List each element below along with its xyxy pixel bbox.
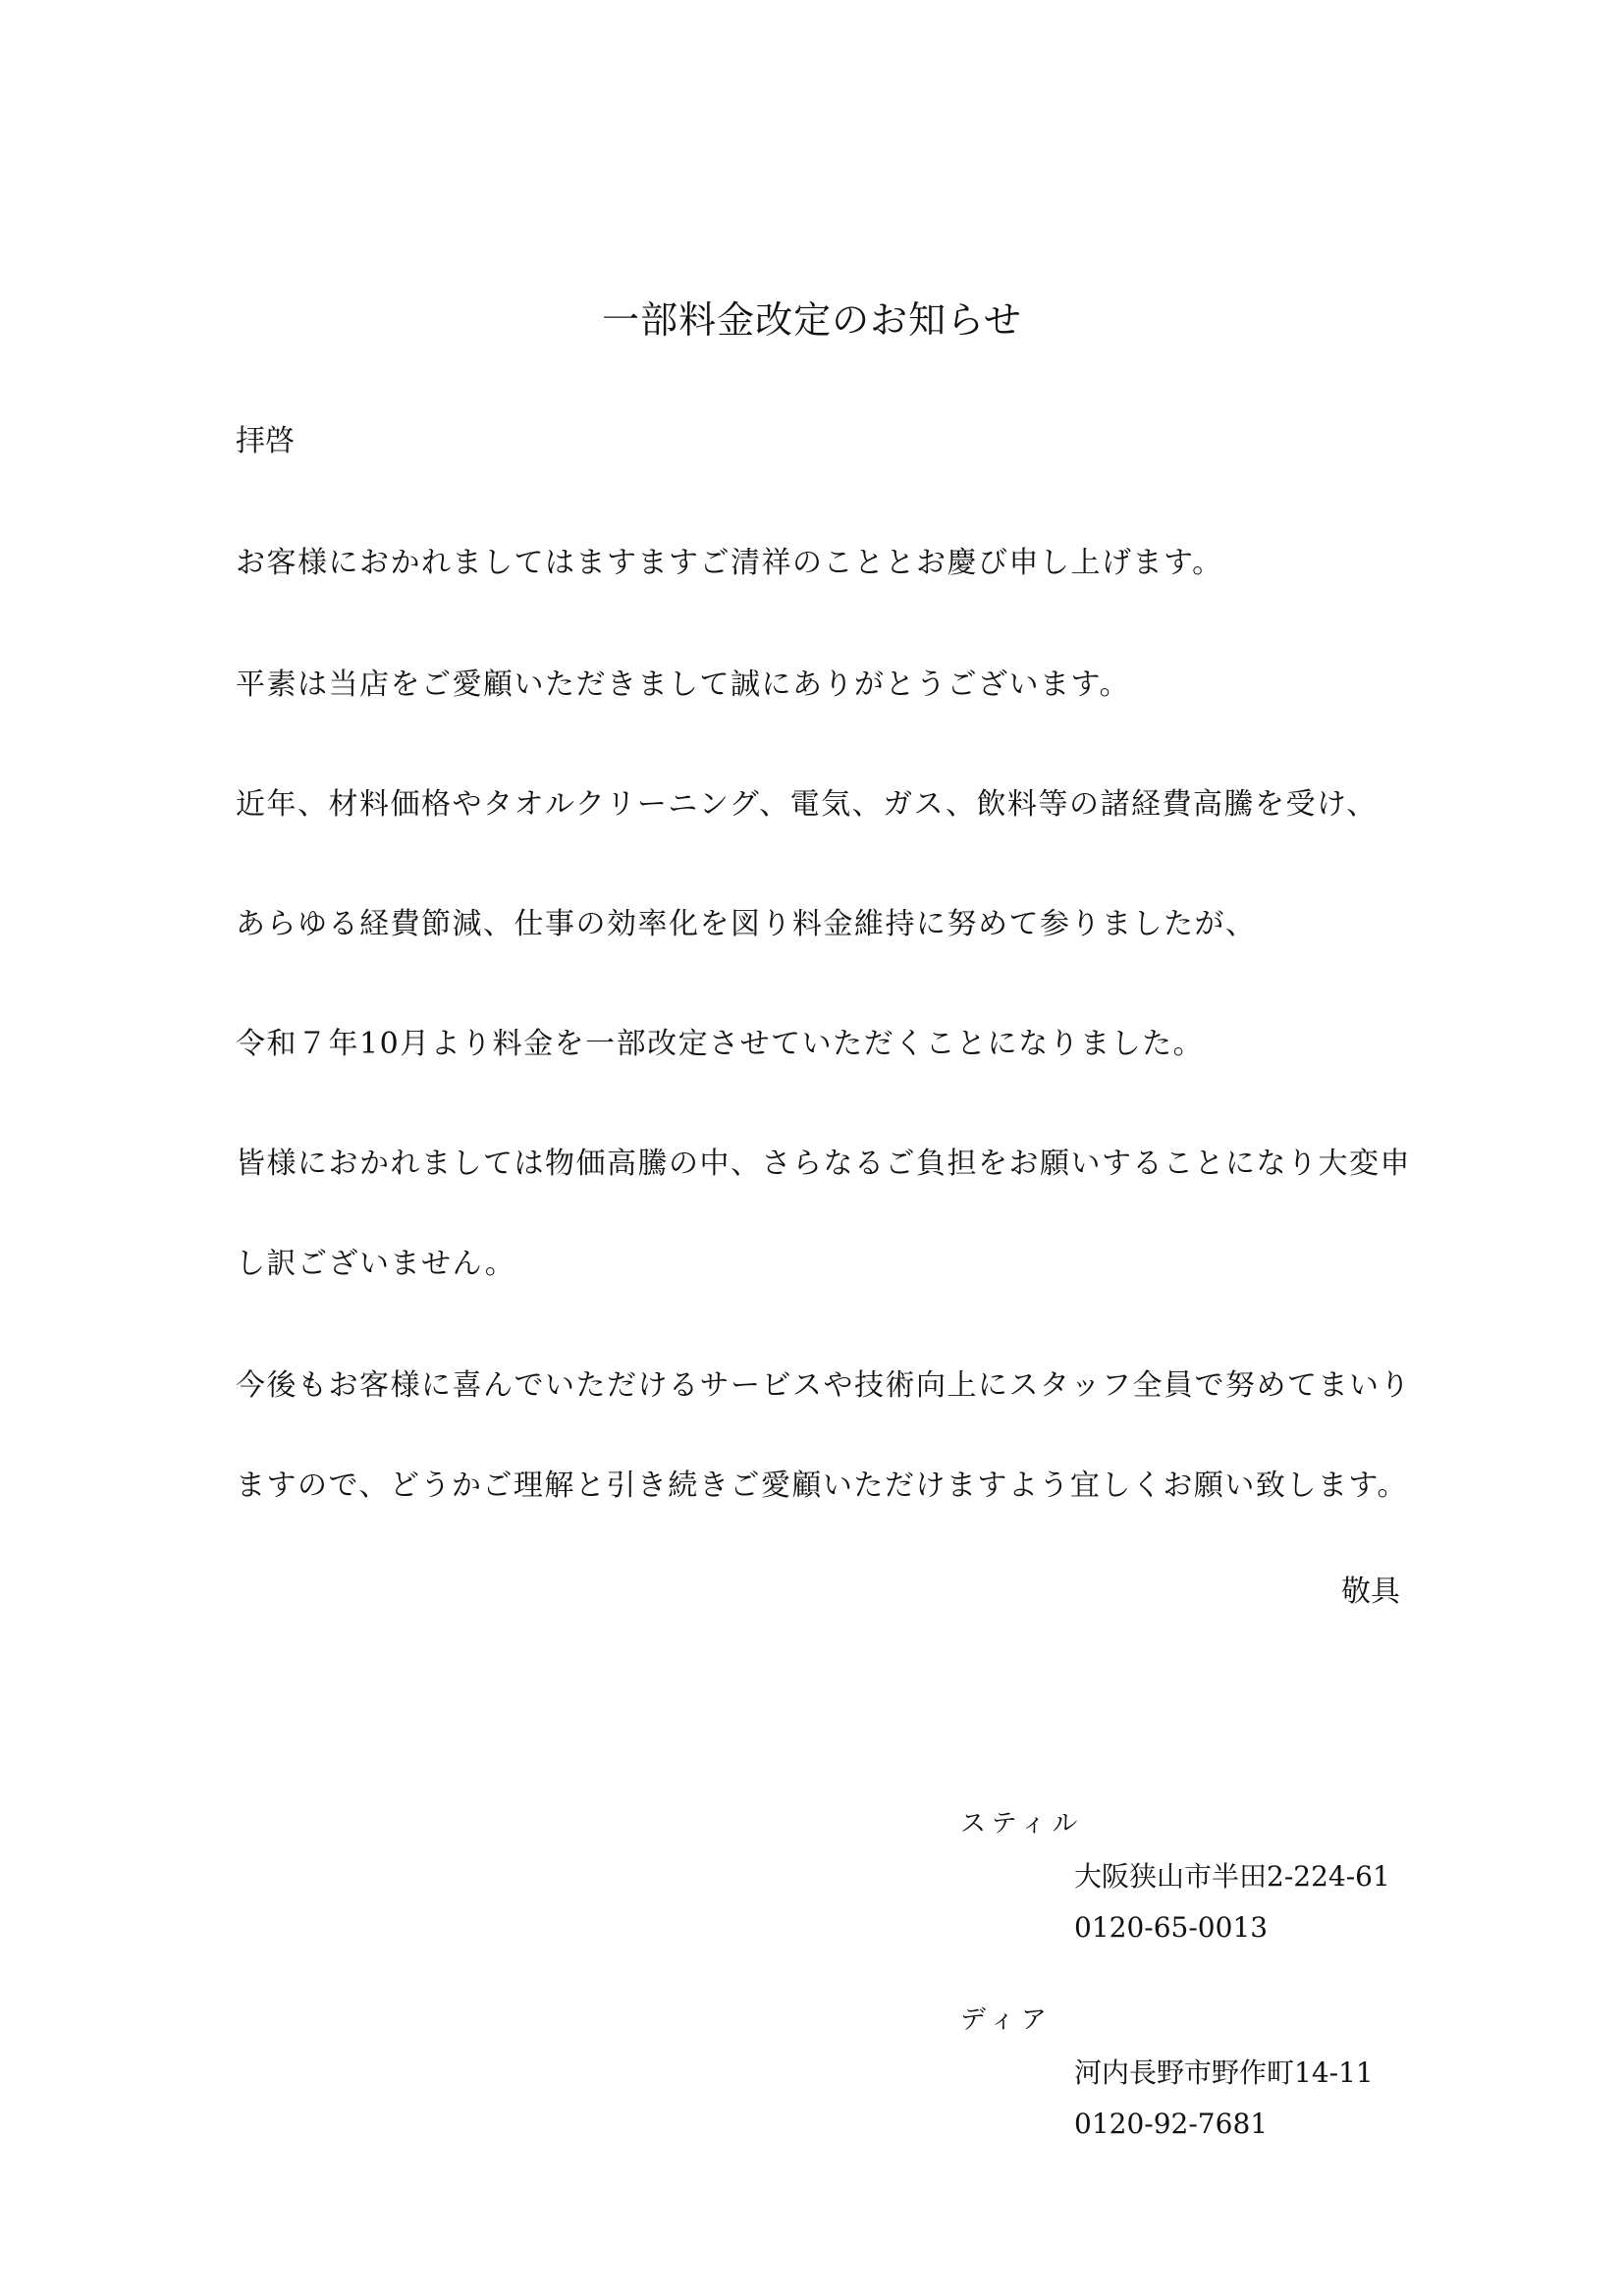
store-address: 大阪狭山市半田2-224-61 [1074,1860,1390,1893]
body-line-9: ますので、どうかご理解と引き続きご愛顧いただけますよう宜しくお願い致します。 [236,1468,1408,1503]
store-phone: 0120-92-7681 [1074,2108,1269,2140]
store-name: スティル [960,1809,1084,1839]
document-title: 一部料金改定のお知らせ [602,298,1022,342]
body-line-3: 近年、材料価格やタオルクリーニング、電気、ガス、飲料等の諸経費高騰を受け、 [236,787,1378,822]
body-line-6: 皆様におかれましては物価高騰の中、さらなるご負担をお願いすることになり大変申 [236,1147,1411,1181]
body-line-8: 今後もお客様に喜んでいただけるサービスや技術向上にスタッフ全員で努めてまいり [236,1368,1411,1403]
salutation: 拝啓 [236,424,295,458]
body-line-4: あらゆる経費節減、仕事の効率化を図り料金維持に努めて参りましたが、 [236,907,1257,941]
closing: 敬具 [1341,1575,1400,1609]
body-line-1: お客様におかれましてはますますご清祥のこととお慶び申し上げます。 [236,546,1223,580]
body-line-5: 令和７年10月より料金を一部改定させていただくことになりました。 [236,1027,1205,1061]
store-phone: 0120-65-0013 [1074,1911,1269,1944]
store-address: 河内長野市野作町14-11 [1074,2056,1374,2089]
body-line-2: 平素は当店をご愛顧いただきまして誠にありがとうございます。 [236,667,1131,702]
store-name: ディア [960,2005,1053,2035]
body-line-7: し訳ございません。 [236,1247,516,1281]
